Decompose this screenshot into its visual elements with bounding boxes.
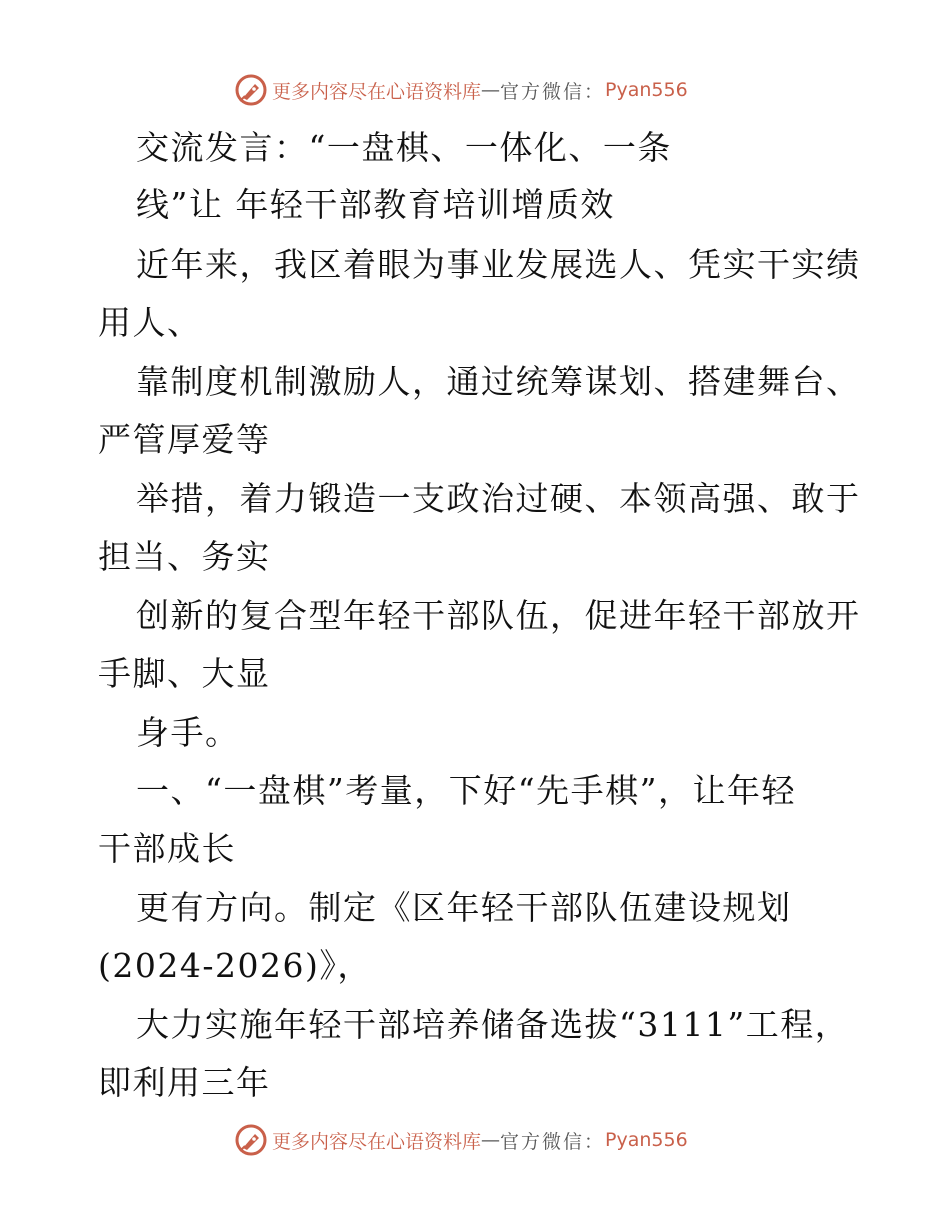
body-line: (2024-2026)》， xyxy=(98,946,372,985)
body-line: 举措，着力锻造一支政治过硬、本领高强、敢于 xyxy=(136,479,861,518)
header-watermark xyxy=(234,72,688,108)
title-line-1: 交流发言：“一盘棋、一体化、一条 xyxy=(136,128,672,167)
watermark-wechat-id: Pyan556 xyxy=(605,1129,688,1151)
watermark-text: 更多内容尽在心语资料库 xyxy=(272,1130,482,1153)
body-line: 手脚、大显 xyxy=(98,654,271,693)
body-line: 用人、 xyxy=(98,303,202,342)
section-heading-line: 一、“一盘棋”考量，下好“先手棋”，让年轻 xyxy=(136,771,796,810)
watermark-wechat-label: 官方微信： xyxy=(500,1130,606,1153)
watermark-wechat-id: Pyan556 xyxy=(605,79,688,101)
title-line-2: 线”让 年轻干部教育培训增质效 xyxy=(136,185,615,224)
body-line: 靠制度机制激励人，通过统筹谋划、搭建舞台、 xyxy=(136,362,861,401)
body-line: 即利用三年 xyxy=(98,1063,271,1102)
watermark-text: 更多内容尽在心语资料库 xyxy=(272,80,482,103)
watermark-wechat-label: 官方微信： xyxy=(500,80,606,103)
pen-nib-logo-icon xyxy=(234,73,268,107)
body-line: 近年来，我区着眼为事业发展选人、凭实干实绩 xyxy=(136,245,861,284)
pen-nib-logo-icon xyxy=(234,1123,268,1157)
body-line: 身手。 xyxy=(136,713,240,752)
watermark-dash: — xyxy=(481,79,501,101)
body-line: 大力实施年轻干部培养储备选拔“3111”工程， xyxy=(136,1005,850,1044)
footer-watermark xyxy=(234,1122,688,1158)
body-line: 创新的复合型年轻干部队伍，促进年轻干部放开 xyxy=(136,596,861,635)
body-line: 严管厚爱等 xyxy=(98,420,271,459)
body-line: 更有方向。制定《区年轻干部队伍建设规划 xyxy=(136,888,792,927)
watermark-dash: — xyxy=(481,1129,501,1151)
body-line: 担当、务实 xyxy=(98,537,271,576)
section-heading-line: 干部成长 xyxy=(98,829,236,868)
